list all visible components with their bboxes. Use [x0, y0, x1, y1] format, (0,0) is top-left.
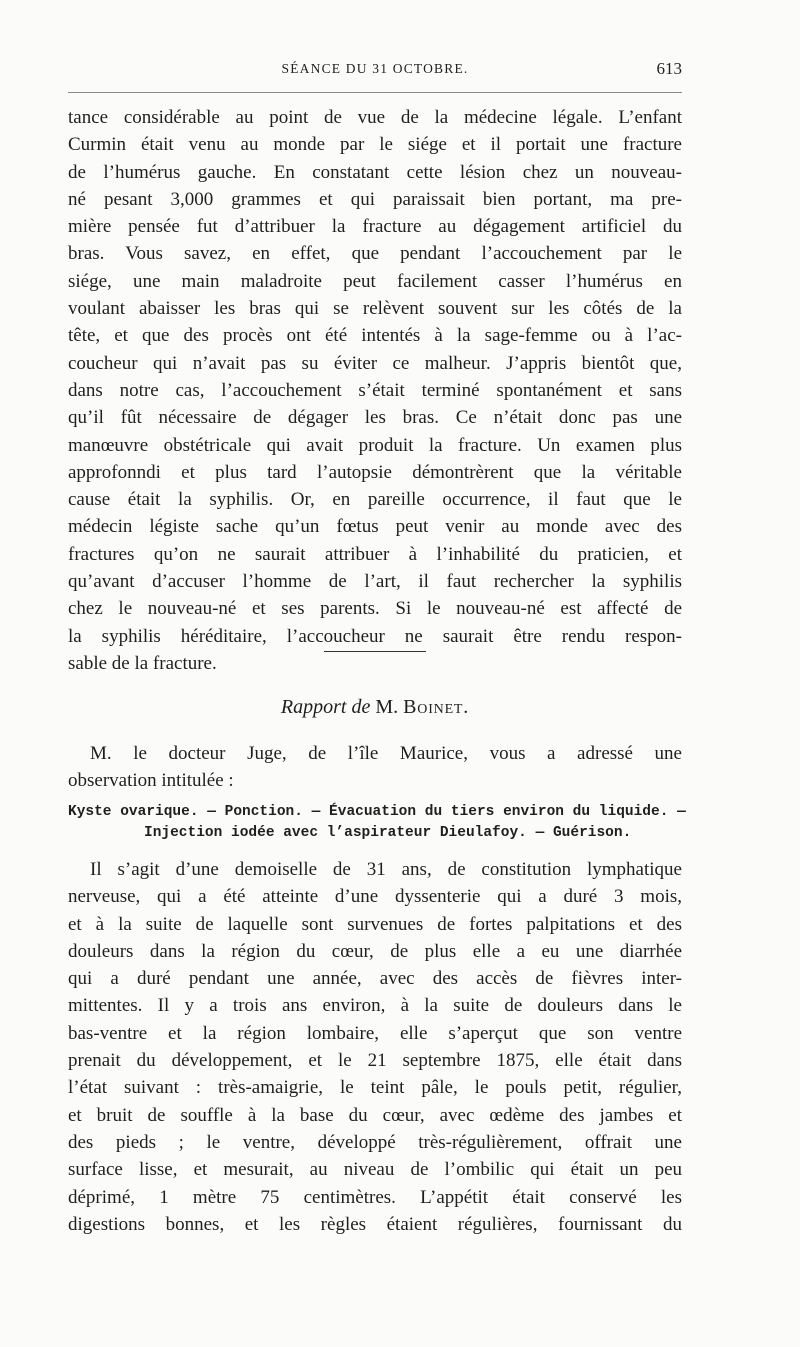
text-line: surface lisse, et mesurait, au niveau de l’ombilic qui était un peu — [68, 1159, 682, 1181]
text-line: cause était la syphilis. Or, en pareille occurrence, il faut que le — [68, 489, 682, 511]
case-title-line: Injection iodée avec l’aspirateur Dieulafoy. — Guérison. — [144, 825, 632, 841]
running-header — [68, 56, 682, 84]
report-heading-name: Boinet. — [403, 696, 470, 718]
text-line: mière pensée fut d’attribuer la fracture au dégagement artificiel du — [68, 216, 682, 238]
text-line: né pesant 3,000 grammes et qui paraissait bien portant, ma pre- — [68, 188, 682, 210]
text-line: et bruit de souffle à la base du cœur, avec œdème des jambes et — [68, 1104, 682, 1126]
text-line: douleurs dans la région du cœur, de plus elle a eu une diarrhée — [68, 940, 682, 962]
paragraph-case-description — [68, 856, 682, 1238]
text-line: Curmin était venu au monde par le siége et il portait une fracture — [68, 134, 682, 156]
book-page — [68, 0, 686, 1347]
text-line: siége, une main maladroite peut facilement casser l’humérus en — [68, 270, 682, 292]
text-line: digestions bonnes, et les règles étaient régulières, fournissant du — [68, 1213, 682, 1235]
text-line: M. le docteur Juge, de l’île Maurice, vous a adressé une — [90, 743, 682, 764]
text-line: médecin légiste sache qu’un fœtus peut venir au monde avec des — [68, 516, 682, 538]
text-line: dans notre cas, l’accouchement s’était terminé spontanément et sans — [68, 379, 682, 401]
text-line: mittentes. Il y a trois ans environ, à la suite de douleurs dans le — [68, 995, 682, 1017]
page-number: 613 — [656, 59, 682, 78]
text-line: sable de la fracture. — [68, 652, 217, 674]
text-line: bras. Vous savez, en effet, que pendant l’accouchement par le — [68, 243, 682, 265]
text-line: bas-ventre et la région lombaire, elle s’aperçut que son ventre — [68, 1022, 682, 1044]
text-line: qu’avant d’accuser l’homme de l’art, il faut rechercher la syphilis — [68, 571, 682, 593]
text-line: déprimé, 1 mètre 75 centimètres. L’appétit était conservé les — [68, 1186, 682, 1208]
text-line: prenait du développement, et le 21 septembre 1875, elle était dans — [68, 1050, 682, 1072]
section-separator-rule — [324, 651, 426, 652]
paragraph-fracture-case — [68, 104, 682, 677]
running-title: SÉANCE DU 31 OCTOBRE. — [281, 61, 469, 76]
case-title — [68, 802, 686, 844]
report-heading-italic: Rapport de — [280, 696, 371, 718]
text-line: et à la suite de laquelle sont survenues de fortes palpitations et des — [68, 913, 682, 935]
report-heading — [68, 696, 682, 719]
text-line: tête, et que des procès ont été intentés à la sage-femme ou à l’ac- — [68, 325, 682, 347]
text-line: chez le nouveau-né et ses parents. Si le nouveau-né est affecté de — [68, 598, 682, 620]
text-line: la syphilis héréditaire, l’accoucheur ne saurait être rendu respon- — [68, 625, 682, 647]
text-line: qui a duré pendant une année, avec des accès de fièvres inter- — [68, 968, 682, 990]
text-line: qu’il fût nécessaire de dégager les bras. Ce n’était donc pas une — [68, 407, 682, 429]
text-line: Il s’agit d’une demoiselle de 31 ans, de constitution lymphatique — [90, 859, 682, 880]
text-line: l’état suivant : très-amaigrie, le teint pâle, le pouls petit, régulier, — [68, 1077, 682, 1099]
text-line: manœuvre obstétricale qui avait produit la fracture. Un examen plus — [68, 434, 682, 456]
text-line: de l’humérus gauche. En constatant cette lésion chez un nouveau- — [68, 161, 682, 183]
text-line: des pieds ; le ventre, développé très-régulièrement, offrait une — [68, 1131, 682, 1153]
text-line: voulant abaisser les bras qui se relèvent souvent sur les côtés de la — [68, 298, 682, 320]
text-line: nerveuse, qui a été atteinte d’une dyssenterie qui a duré 3 mois, — [68, 886, 682, 908]
header-rule — [68, 92, 682, 93]
paragraph-intro — [68, 740, 682, 795]
text-line: observation intitulée : — [68, 770, 234, 792]
text-line: fractures qu’on ne saurait attribuer à l’inhabilité du praticien, et — [68, 543, 682, 565]
text-line: tance considérable au point de vue de la médecine légale. L’enfant — [68, 107, 682, 128]
text-line: approfonndi et plus tard l’autopsie démontrèrent que la véritable — [68, 461, 682, 483]
report-heading-prefix: M. — [375, 696, 399, 718]
text-line: coucheur qui n’avait pas su éviter ce malheur. J’appris bientôt que, — [68, 352, 682, 374]
case-title-line: Kyste ovarique. — Ponction. — Évacuation du tiers environ du liquide. — — [68, 804, 686, 820]
